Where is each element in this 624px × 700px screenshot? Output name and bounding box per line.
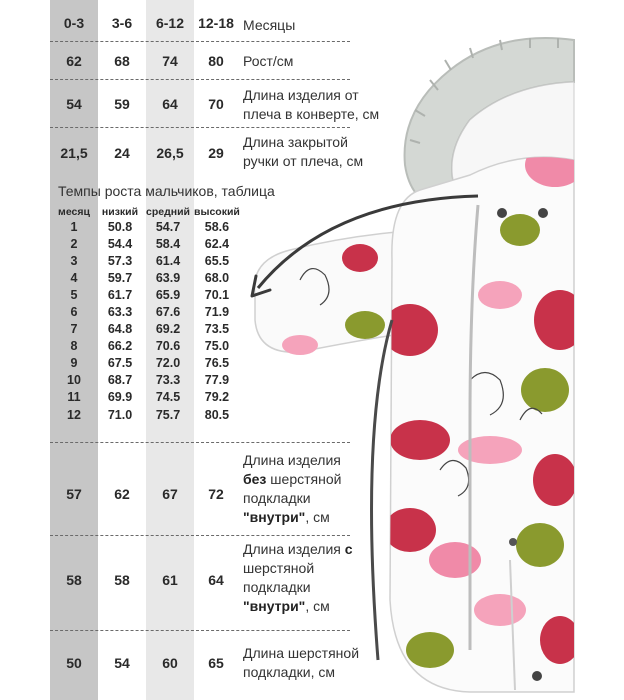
growth-cell: 73.5 [204, 322, 230, 337]
growth-header: месяц [58, 205, 90, 218]
growth-cell: 9 [70, 356, 78, 371]
table-row [52, 269, 242, 286]
fold-arrow-bottom [372, 320, 392, 660]
growth-cell: 71.0 [107, 407, 133, 422]
growth-cell: 68.0 [204, 270, 230, 285]
cell: 61 [162, 572, 178, 588]
cell: 24 [114, 145, 130, 161]
table-row [52, 355, 242, 372]
snap-button [509, 538, 517, 546]
growth-cell: 79.2 [204, 390, 230, 405]
growth-cell: 54.7 [155, 219, 181, 234]
cell: 50 [66, 655, 82, 671]
cell: 58 [66, 572, 82, 588]
table-row [52, 372, 242, 389]
growth-cell: 67.6 [155, 305, 181, 320]
cell: 64 [208, 572, 224, 588]
growth-cell: 62.4 [204, 236, 230, 251]
cell: 57 [66, 486, 82, 502]
growth-cell: 4 [70, 270, 78, 285]
text: , см [305, 509, 330, 525]
snap-button [538, 208, 548, 218]
growth-cell: 68.7 [107, 373, 133, 388]
col-header-12-18: 12-18 [198, 15, 234, 31]
growth-cell: 7 [70, 322, 78, 337]
growth-cell: 75.0 [204, 339, 230, 354]
growth-cell: 1 [70, 219, 78, 234]
growth-cell: 72.0 [155, 356, 181, 371]
table-row [52, 235, 242, 252]
emphasis: "внутри" [243, 598, 306, 614]
growth-cell: 10 [67, 373, 81, 388]
growth-cell: 65.9 [155, 287, 181, 302]
cell: 62 [66, 53, 82, 69]
cell: 67 [162, 486, 178, 502]
emphasis: "внутри" [243, 509, 306, 525]
row-label-line: подкладки [243, 579, 311, 595]
text: шерстяной [266, 471, 342, 487]
row-label-line: Длина изделия от [243, 87, 359, 103]
row-label: Рост/см [243, 53, 294, 69]
table-row [52, 218, 242, 235]
growth-cell: 59.7 [107, 270, 133, 285]
col-header-0-3: 0-3 [63, 15, 85, 31]
growth-table [52, 205, 242, 423]
growth-cell: 50.8 [107, 219, 133, 234]
table-row [52, 338, 242, 355]
cell: 65 [208, 655, 224, 671]
cell: 74 [162, 53, 178, 69]
growth-cell: 54.4 [107, 236, 133, 251]
row-label-line: плеча в конверте, см [243, 106, 380, 122]
growth-cell: 71.9 [204, 305, 230, 320]
row-label-line: шерстяной [243, 560, 315, 576]
cell: 62 [114, 486, 130, 502]
table-row [52, 252, 242, 269]
cell: 58 [114, 572, 130, 588]
growth-cell: 58.4 [155, 236, 181, 251]
growth-cell: 11 [67, 390, 81, 405]
cell: 29 [208, 145, 224, 161]
growth-title: Темпы роста мальчиков, таблица [58, 183, 275, 199]
growth-cell: 75.7 [155, 407, 181, 422]
cell: 72 [208, 486, 224, 502]
growth-cell: 70.6 [155, 339, 181, 354]
snap-button [497, 208, 507, 218]
growth-cell: 67.5 [107, 356, 133, 371]
row-label-line: Длина изделия [243, 452, 341, 468]
growth-header: низкий [101, 205, 139, 218]
growth-header: средний [146, 205, 191, 218]
growth-cell: 69.9 [107, 390, 133, 405]
growth-cell: 66.2 [107, 339, 133, 354]
emphasis: с [344, 541, 353, 557]
growth-cell: 63.9 [155, 270, 181, 285]
cell: 59 [114, 96, 130, 112]
growth-cell: 12 [67, 407, 81, 422]
growth-cell: 80.5 [204, 407, 230, 422]
growth-cell: 58.6 [204, 219, 230, 234]
growth-cell: 70.1 [204, 287, 230, 302]
cell: 60 [162, 655, 178, 671]
growth-cell: 61.4 [155, 253, 181, 268]
growth-cell: 77.9 [204, 373, 230, 388]
table-row [52, 406, 242, 423]
header-label: Месяцы [243, 17, 296, 33]
growth-cell: 3 [70, 253, 78, 268]
text: Длина изделия [243, 541, 345, 557]
row-label-line: ручки от плеча, см [243, 153, 364, 169]
table-row [52, 389, 242, 406]
growth-cell: 8 [70, 339, 78, 354]
growth-header: высокий [194, 205, 240, 218]
growth-cell: 73.3 [155, 373, 181, 388]
table-row [52, 321, 242, 338]
row-label-line: Длина шерстяной [243, 645, 360, 661]
growth-cell: 6 [70, 305, 78, 320]
row-label-line: подкладки, см [243, 664, 335, 680]
growth-cell: 57.3 [107, 253, 133, 268]
text: , см [305, 598, 330, 614]
growth-cell: 63.3 [107, 305, 133, 320]
cell: 70 [208, 96, 224, 112]
growth-cell: 74.5 [155, 390, 181, 405]
cell: 64 [162, 96, 178, 112]
cell: 80 [208, 53, 224, 69]
growth-cell: 76.5 [204, 356, 230, 371]
snap-button [532, 671, 542, 681]
growth-cell: 65.5 [204, 253, 230, 268]
product-illustration [240, 20, 624, 700]
row-label-line: Длина закрытой [243, 134, 348, 150]
growth-cell: 69.2 [155, 322, 181, 337]
growth-cell: 61.7 [107, 287, 133, 302]
cell: 54 [114, 655, 130, 671]
emphasis: без [243, 471, 267, 487]
cell: 26,5 [156, 145, 184, 161]
col-header-6-12: 6-12 [155, 15, 185, 31]
table-row [52, 286, 242, 303]
cell: 21,5 [60, 145, 88, 161]
growth-cell: 5 [70, 287, 78, 302]
growth-cell: 2 [70, 236, 78, 251]
growth-cell: 64.8 [107, 322, 133, 337]
col-header-3-6: 3-6 [111, 15, 133, 31]
cell: 54 [66, 96, 82, 112]
row-label-line: подкладки [243, 490, 311, 506]
table-row [52, 303, 242, 320]
cell: 68 [114, 53, 130, 69]
